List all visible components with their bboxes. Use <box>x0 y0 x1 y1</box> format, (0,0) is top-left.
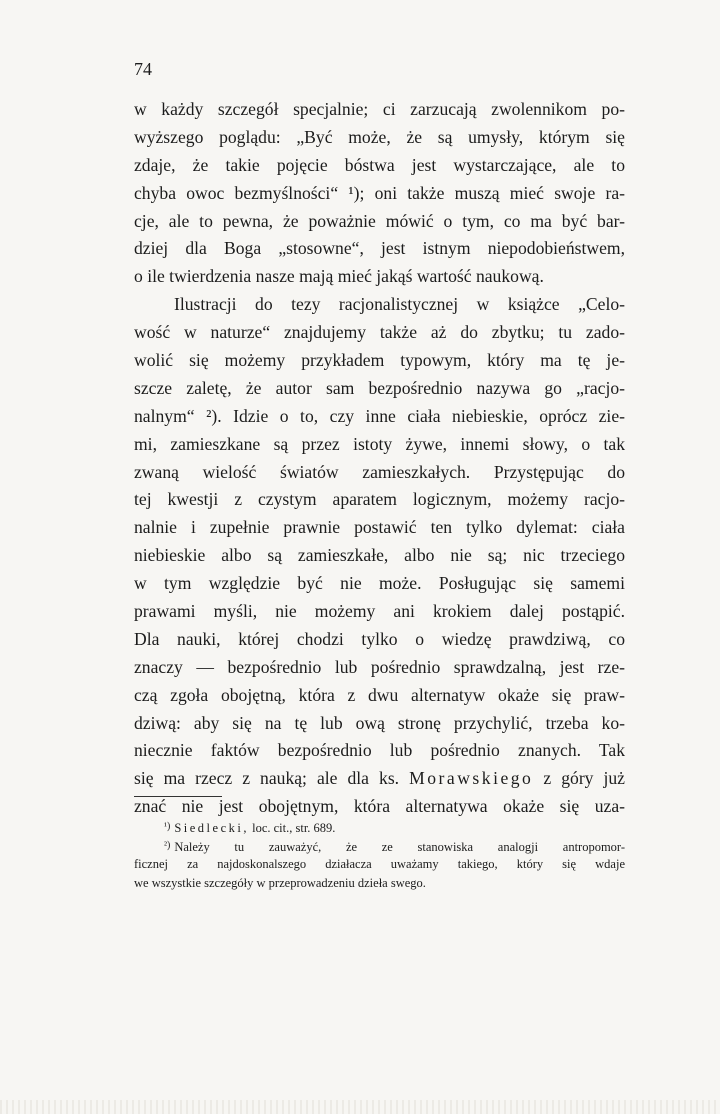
text-line: wyższego poglądu: „Być może, że są umysły, którym się <box>134 126 625 147</box>
scan-edge <box>0 1100 720 1114</box>
text-segment: z góry już <box>543 768 625 789</box>
text-line: cje, ale to pewna, że poważnie mówić o tym, co ma być bar- <box>134 210 625 231</box>
text-line: wość w naturze“ znajdujemy także aż do zbytku; tu zado- <box>134 322 625 343</box>
main-text <box>134 96 625 821</box>
text-line: Dla nauki, której chodzi tylko o wiedzę prawdziwą, co <box>134 628 625 649</box>
text-line: nalnie i zupełnie prawnie postawić ten tylko dylemat: ciała <box>134 517 625 538</box>
text-line: zwaną wielość światów zamieszkałych. Przystępując do <box>134 461 625 482</box>
footnote-1 <box>134 818 625 837</box>
footnote-mark: ¹) <box>164 821 171 832</box>
text-line: o ile twierdzenia nasze mają mieć jakąś wartość naukową. <box>134 266 544 287</box>
spaced-name: Morawskiego <box>409 768 534 789</box>
text-line: niecznie faktów bezpośrednio lub pośrednio znanych. Tak <box>134 740 625 761</box>
footnote-text: loc. cit., str. 689. <box>252 821 336 835</box>
footnote-author: Siedlecki, <box>174 821 249 835</box>
text-line: tej kwestji z czystym aparatem logicznym, możemy racjo- <box>134 489 625 510</box>
footnote-line: ficznej za najdoskonalszego działacza uważamy takiego, który się wdaje <box>134 857 625 871</box>
text-segment: się ma rzecz z nauką; ale dla ks. <box>134 768 400 789</box>
text-line: dziwą: aby się na tę lub ową stronę przychylić, trzeba ko- <box>134 712 625 733</box>
text-line: chyba owoc bezmyślności“ ¹); oni także muszą mieć swoje ra- <box>134 182 625 203</box>
text-line: czą zgoła obojętną, która z dwu alternatyw okaże się praw- <box>134 684 625 705</box>
text-line: znaczy — bezpośrednio lub pośrednio sprawdzalną, jest rze- <box>134 656 625 677</box>
text-line: dziej dla Boga „stosowne“, jest istnym niepodobieństwem, <box>134 238 625 259</box>
footnotes <box>134 818 625 892</box>
text-line: zdaje, że takie pojęcie bóstwa jest wystarczające, ale to <box>134 154 625 175</box>
page-number: 74 <box>134 59 152 79</box>
footnote-divider <box>134 796 222 797</box>
text-line: znać nie jest obojętnym, która alternatywa okaże się uza- <box>134 796 625 817</box>
footnote-mark: ²) <box>164 839 171 851</box>
text-line: prawami myśli, nie możemy ani krokiem dalej postąpić. <box>134 601 625 622</box>
text-line: mi, zamieszkane są przez istoty żywe, innemi słowy, o tak <box>134 433 625 454</box>
text-line: niebieskie albo są zamieszkałe, albo nie są; nic trzeciego <box>134 545 625 566</box>
text-line: w tym względzie być nie może. Posługując się samemi <box>134 573 625 594</box>
footnote-text: Należy tu zauważyć, że ze stanowiska analogji antropomor- <box>174 839 625 854</box>
footnote-line: we wszystkie szczegóły w przeprowadzeniu dzieła swego. <box>134 875 426 890</box>
text-line: szcze zaletę, że autor sam bezpośrednio nazywa go „racjo- <box>134 377 625 398</box>
footnote-2 <box>134 837 625 856</box>
text-line: nalnym“ ²). Idzie o to, czy inne ciała niebieskie, oprócz zie- <box>134 405 625 426</box>
text-line: w każdy szczegół specjalnie; ci zarzucają zwolennikom po- <box>134 99 625 119</box>
text-line: Ilustracji do tezy racjonalistycznej w książce „Celo- <box>174 294 625 315</box>
text-line: wolić się możemy przykładem typowym, który ma tę je- <box>134 350 625 371</box>
text-line-with-spaced-name <box>134 765 625 793</box>
